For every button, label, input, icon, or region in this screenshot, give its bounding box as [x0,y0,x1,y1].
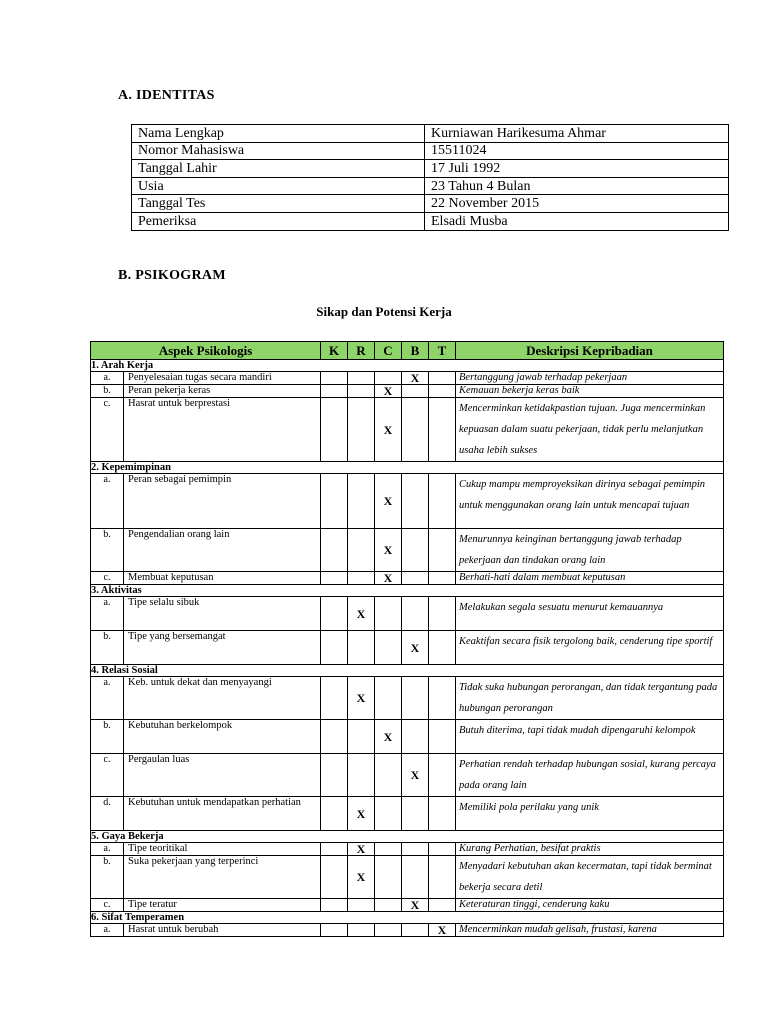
aspect-description: Butuh diterima, tapi tidak mudah dipengaruhi kelompok [456,720,724,754]
identity-key: Nomor Mahasiswa [132,142,425,160]
identity-row [132,212,729,230]
aspect-row [91,924,724,937]
section-a-heading: A. IDENTITAS [118,88,215,103]
category-title: 1. Arah Kerja [91,360,724,372]
aspect-description: Melakukan segala sesuatu menurut kemauannya [456,597,724,631]
aspect-name: Tipe teoritikal [124,843,321,856]
aspect-row [91,677,724,720]
score-cell-t [429,856,456,899]
aspect-description: Menyadari kebutuhan akan kecermatan, tapi tidak berminat bekerja secara detil [456,856,724,899]
aspect-row [91,597,724,631]
header-k: K [321,342,348,360]
score-cell-c [375,856,402,899]
category-title: 3. Aktivitas [91,585,724,597]
score-cell-b: X [402,631,429,665]
aspect-letter: a. [91,474,124,529]
category-row [91,665,724,677]
score-cell-t [429,720,456,754]
aspect-description: Keaktifan secara fisik tergolong baik, cenderung tipe sportif [456,631,724,665]
score-cell-k [321,677,348,720]
aspect-row [91,899,724,912]
score-cell-k [321,797,348,831]
aspect-description: Keteraturan tinggi, cenderung kaku [456,899,724,912]
score-cell-r [348,754,375,797]
score-cell-c: X [375,398,402,462]
aspect-row [91,372,724,385]
score-cell-c [375,677,402,720]
score-cell-b: X [402,754,429,797]
score-cell-c [375,372,402,385]
score-cell-k [321,385,348,398]
aspect-letter: c. [91,398,124,462]
aspect-letter: a. [91,677,124,720]
identity-table [131,124,729,231]
identity-key: Tanggal Lahir [132,160,425,178]
score-cell-k [321,924,348,937]
identity-row [132,195,729,213]
identity-value: 17 Juli 1992 [425,160,729,178]
score-cell-b: X [402,372,429,385]
aspect-row [91,631,724,665]
score-cell-k [321,856,348,899]
score-cell-b [402,572,429,585]
aspect-letter: c. [91,899,124,912]
aspect-letter: b. [91,856,124,899]
header-desc: Deskripsi Kepribadian [456,342,724,360]
aspect-name: Hasrat untuk berprestasi [124,398,321,462]
score-cell-c [375,924,402,937]
score-cell-k [321,372,348,385]
score-cell-c: X [375,529,402,572]
score-cell-r [348,372,375,385]
header-b: B [402,342,429,360]
score-cell-b [402,385,429,398]
score-cell-k [321,597,348,631]
score-cell-t [429,572,456,585]
aspect-name: Hasrat untuk berubah [124,924,321,937]
score-cell-r: X [348,843,375,856]
aspect-description: Memiliki pola perilaku yang unik [456,797,724,831]
aspect-name: Pergaulan luas [124,754,321,797]
score-cell-r: X [348,856,375,899]
aspect-description: Bertanggung jawab terhadap pekerjaan [456,372,724,385]
aspect-letter: d. [91,797,124,831]
score-cell-b [402,720,429,754]
aspect-row [91,529,724,572]
aspect-row [91,856,724,899]
aspect-row [91,843,724,856]
score-cell-t: X [429,924,456,937]
header-c: C [375,342,402,360]
score-cell-c [375,899,402,912]
score-cell-r: X [348,597,375,631]
aspect-letter: a. [91,597,124,631]
score-cell-k [321,398,348,462]
aspect-name: Tipe yang bersemangat [124,631,321,665]
aspect-name: Tipe selalu sibuk [124,597,321,631]
score-cell-k [321,529,348,572]
aspect-description: Mencerminkan mudah gelisah, frustasi, karena [456,924,724,937]
score-cell-c [375,843,402,856]
score-cell-b [402,843,429,856]
score-cell-r [348,899,375,912]
score-cell-t [429,899,456,912]
category-row [91,831,724,843]
aspect-name: Keb. untuk dekat dan menyayangi [124,677,321,720]
score-cell-t [429,843,456,856]
score-cell-r: X [348,797,375,831]
identity-value: 15511024 [425,142,729,160]
identity-row [132,125,729,143]
aspect-name: Membuat keputusan [124,572,321,585]
score-cell-t [429,398,456,462]
category-row [91,585,724,597]
score-cell-t [429,372,456,385]
score-cell-t [429,631,456,665]
category-row [91,912,724,924]
score-cell-t [429,797,456,831]
header-aspect: Aspek Psikologis [91,342,321,360]
aspect-row [91,385,724,398]
category-title: 2. Kepemimpinan [91,462,724,474]
identity-key: Tanggal Tes [132,195,425,213]
score-cell-b: X [402,899,429,912]
score-cell-b [402,597,429,631]
score-cell-k [321,720,348,754]
score-cell-k [321,474,348,529]
aspect-letter: b. [91,720,124,754]
aspect-row [91,398,724,462]
aspect-letter: c. [91,572,124,585]
identity-key: Nama Lengkap [132,125,425,143]
category-title: 5. Gaya Bekerja [91,831,724,843]
identity-value: 23 Tahun 4 Bulan [425,177,729,195]
psikogram-subtitle: Sikap dan Potensi Kerja [316,304,452,319]
aspect-letter: a. [91,372,124,385]
aspect-letter: b. [91,385,124,398]
identity-value: Elsadi Musba [425,212,729,230]
aspect-description: Kemauan bekerja keras baik [456,385,724,398]
aspect-description: Perhatian rendah terhadap hubungan sosial, kurang percaya pada orang lain [456,754,724,797]
score-cell-t [429,474,456,529]
score-cell-r [348,529,375,572]
score-cell-r [348,924,375,937]
score-cell-c: X [375,572,402,585]
score-cell-c: X [375,385,402,398]
score-cell-k [321,843,348,856]
aspect-description: Mencerminkan ketidakpastian tujuan. Juga mencerminkan kepuasan dalam suatu pekerjaan, tidak perlu melanjutkan usaha lebih sukses [456,398,724,462]
category-row [91,462,724,474]
score-cell-r [348,631,375,665]
identity-value: Kurniawan Harikesuma Ahmar [425,125,729,143]
aspect-description: Menurunnya keinginan bertanggung jawab terhadap pekerjaan dan tindakan orang lain [456,529,724,572]
score-cell-c [375,597,402,631]
score-cell-r [348,572,375,585]
score-cell-b [402,474,429,529]
score-cell-t [429,385,456,398]
aspect-name: Suka pekerjaan yang terperinci [124,856,321,899]
score-cell-c [375,631,402,665]
identity-key: Pemeriksa [132,212,425,230]
aspect-letter: c. [91,754,124,797]
score-cell-t [429,597,456,631]
score-cell-k [321,631,348,665]
score-cell-k [321,572,348,585]
identity-value: 22 November 2015 [425,195,729,213]
aspect-name: Tipe teratur [124,899,321,912]
aspect-description: Cukup mampu memproyeksikan dirinya sebagai pemimpin untuk menggunakan orang lain untuk mencapai tujuan [456,474,724,529]
score-cell-t [429,677,456,720]
score-cell-t [429,529,456,572]
aspect-description: Kurang Perhatian, besifat praktis [456,843,724,856]
identity-row [132,177,729,195]
score-cell-c: X [375,720,402,754]
identity-key: Usia [132,177,425,195]
score-cell-c [375,754,402,797]
category-title: 4. Relasi Sosial [91,665,724,677]
aspect-name: Pengendalian orang lain [124,529,321,572]
aspect-letter: b. [91,529,124,572]
score-cell-k [321,899,348,912]
header-t: T [429,342,456,360]
section-b-heading: B. PSIKOGRAM [118,268,226,283]
psikogram-table [90,341,724,937]
category-row [91,360,724,372]
score-cell-b [402,797,429,831]
score-cell-r [348,474,375,529]
score-cell-b [402,856,429,899]
score-cell-r [348,385,375,398]
score-cell-b [402,398,429,462]
aspect-row [91,754,724,797]
aspect-row [91,572,724,585]
header-r: R [348,342,375,360]
aspect-letter: a. [91,843,124,856]
score-cell-k [321,754,348,797]
identity-row [132,142,729,160]
score-cell-b [402,529,429,572]
aspect-name: Kebutuhan berkelompok [124,720,321,754]
aspect-description: Berhati-hati dalam membuat keputusan [456,572,724,585]
aspect-name: Penyelesaian tugas secara mandiri [124,372,321,385]
score-cell-r: X [348,677,375,720]
aspect-name: Kebutuhan untuk mendapatkan perhatian [124,797,321,831]
score-cell-t [429,754,456,797]
aspect-name: Peran sebagai pemimpin [124,474,321,529]
score-cell-c [375,797,402,831]
aspect-row [91,797,724,831]
category-title: 6. Sifat Temperamen [91,912,724,924]
aspect-row [91,720,724,754]
score-cell-b [402,924,429,937]
score-cell-r [348,720,375,754]
score-cell-b [402,677,429,720]
aspect-letter: b. [91,631,124,665]
aspect-letter: a. [91,924,124,937]
identity-row [132,160,729,178]
score-cell-r [348,398,375,462]
psikogram-header-row [91,342,724,360]
aspect-name: Peran pekerja keras [124,385,321,398]
score-cell-c: X [375,474,402,529]
aspect-description: Tidak suka hubungan perorangan, dan tidak tergantung pada hubungan perorangan [456,677,724,720]
aspect-row [91,474,724,529]
